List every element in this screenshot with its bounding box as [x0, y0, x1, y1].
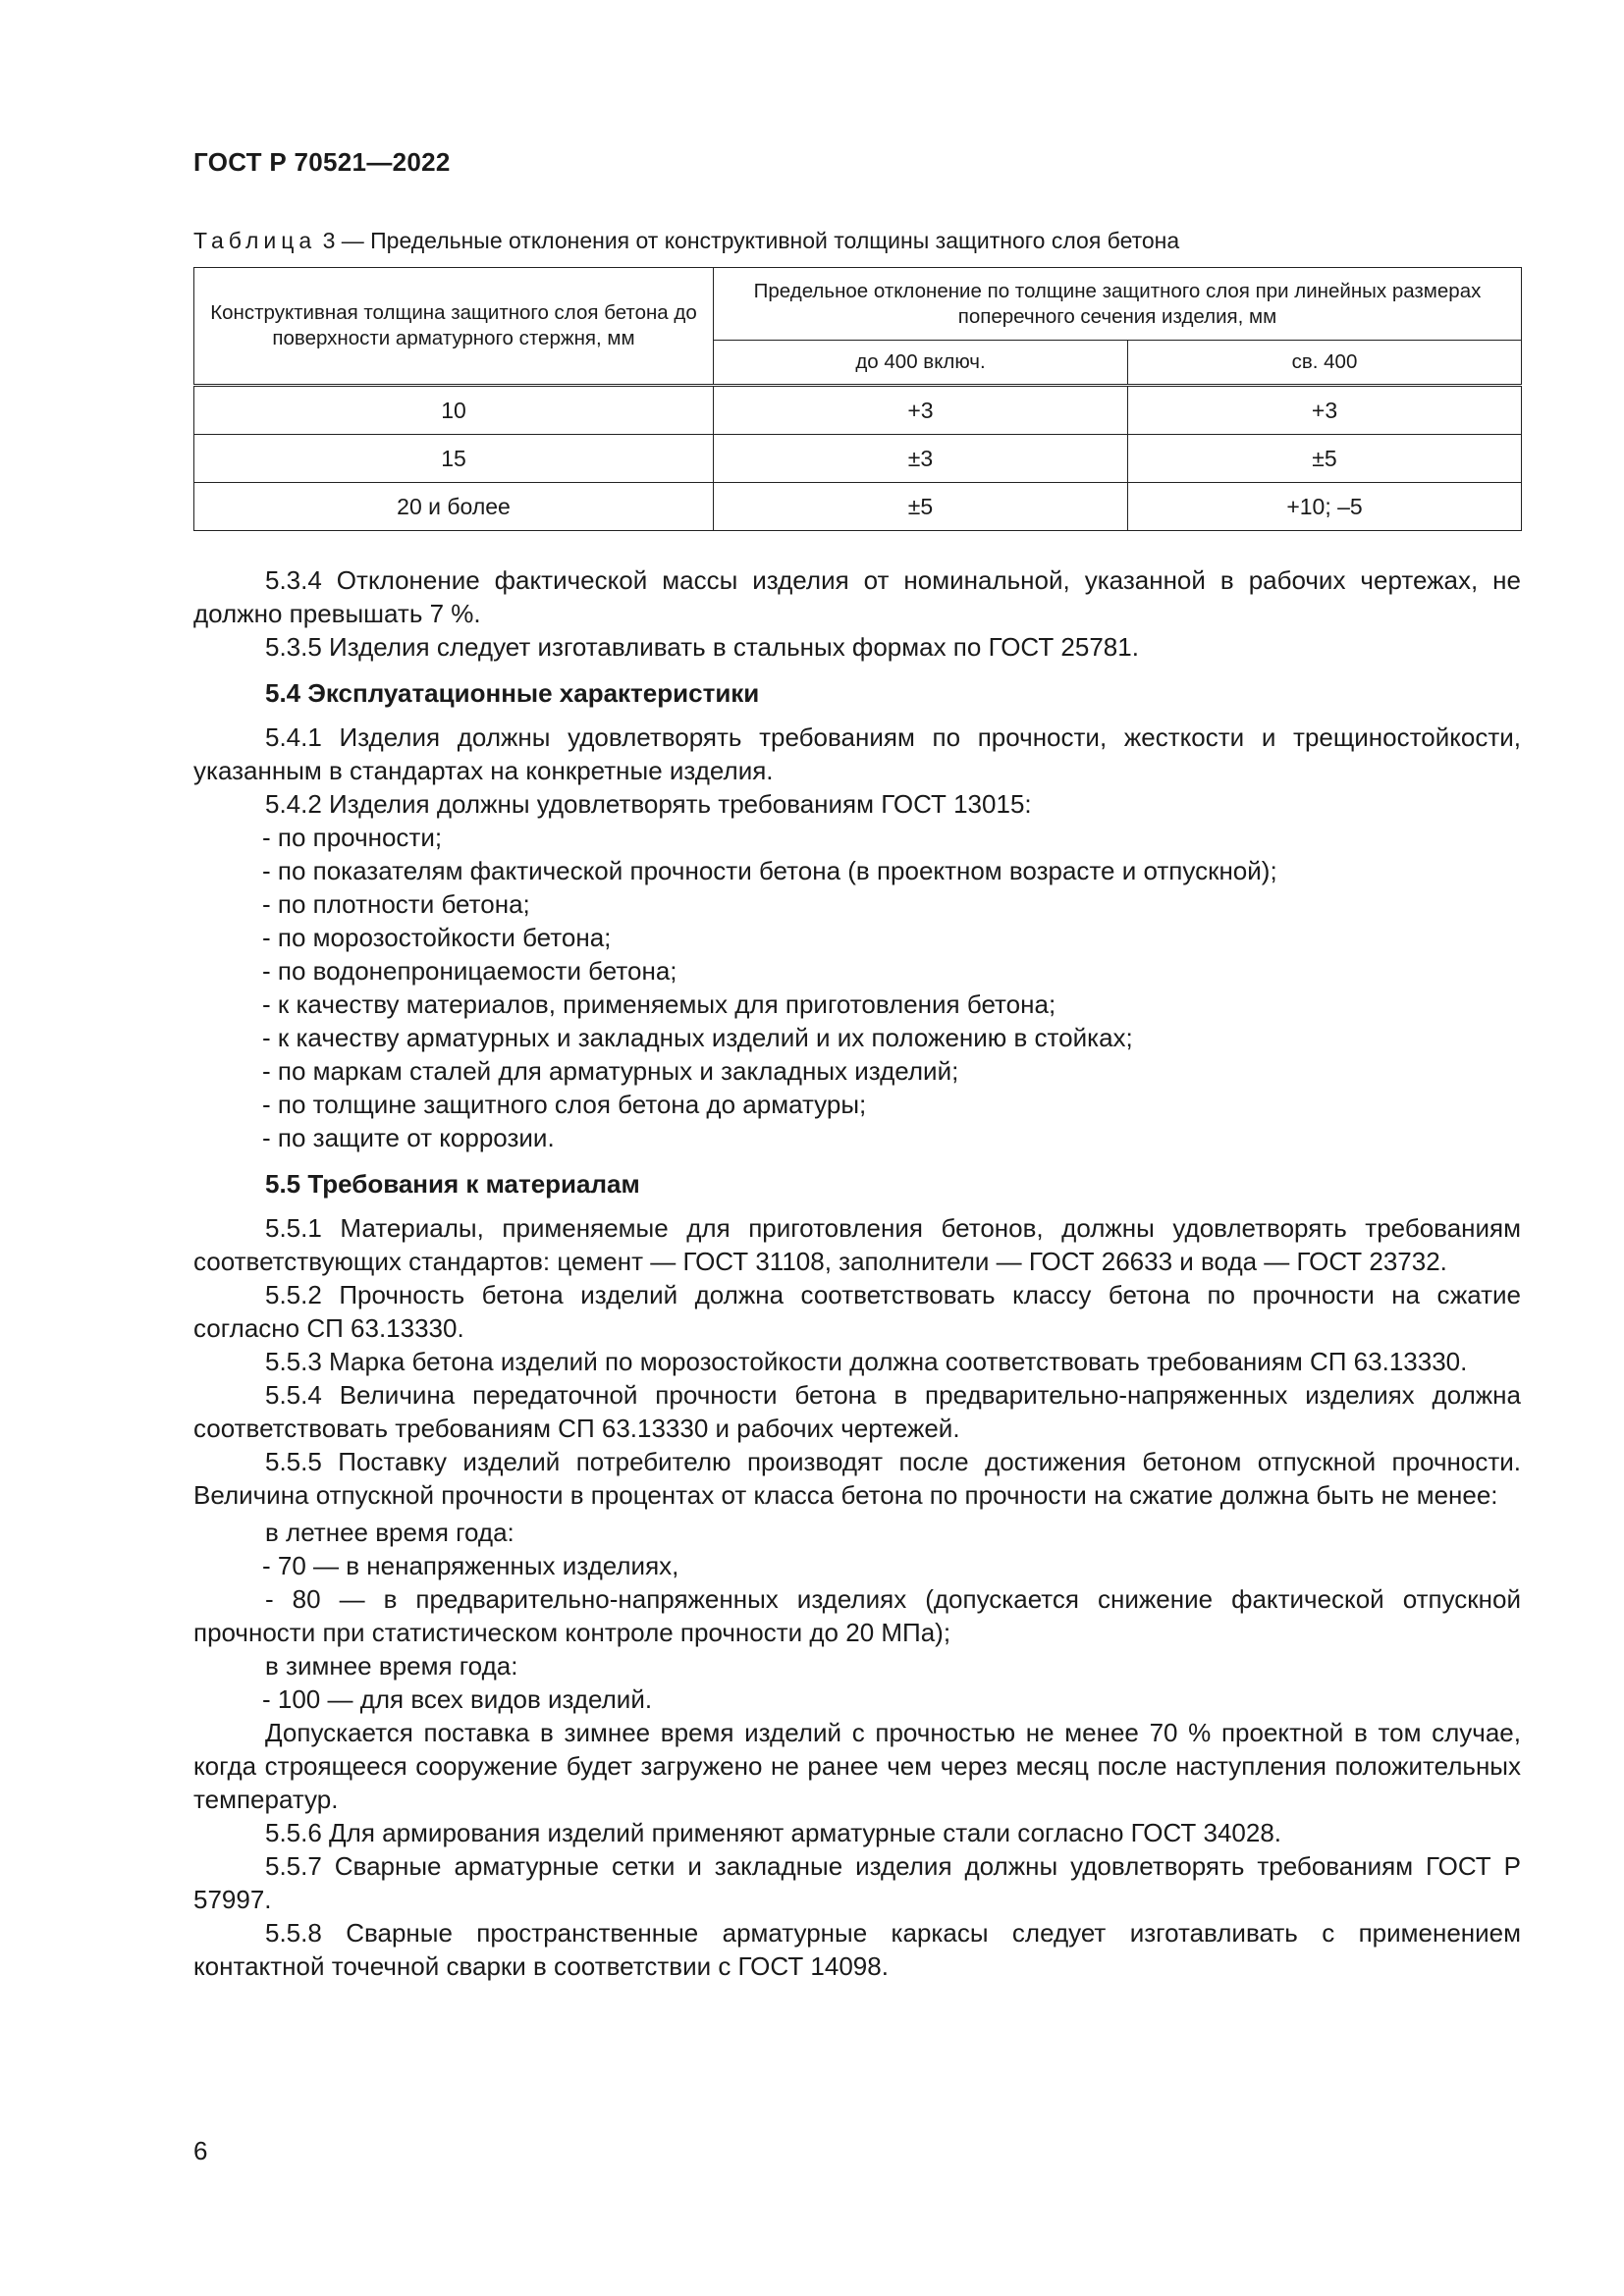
requirements-list — [193, 821, 1521, 1154]
list-item: - к качеству арматурных и закладных изделий и их положению в стойках; — [262, 1023, 1133, 1052]
paragraph-5-3-5: 5.3.5 Изделия следует изготавливать в стальных формах по ГОСТ 25781. — [265, 632, 1139, 662]
list-item: - 100 — для всех видов изделий. — [262, 1684, 653, 1714]
paragraph-5-3-4: 5.3.4 Отклонение фактической массы изделия от номинальной, указанной в рабочих чертежах, не должно превышать 7 %. — [193, 565, 1521, 628]
list-item: - к качеству материалов, применяемых для приготовления бетона; — [262, 989, 1056, 1019]
table-header-thickness: Конструктивная толщина защитного слоя бетона до поверхности арматурного стержня, мм — [194, 268, 714, 386]
paragraph-5-5-1: 5.5.1 Материалы, применяемые для приготовления бетонов, должны удовлетворять требованиям соответствующих стандартов: цемент — ГОСТ 31108, заполнители — ГОСТ 26633 и вода — ГОСТ 23732. — [193, 1213, 1521, 1276]
table-subheader-upto-400: до 400 включ. — [714, 341, 1128, 386]
winter-label: в зимнее время года: — [265, 1651, 518, 1681]
paragraph-5-5-8: 5.5.8 Сварные пространственные арматурные каркасы следует изготавливать с применением контактной точечной сварки в соответствии с ГОСТ 14098. — [193, 1918, 1521, 1981]
section-heading-5-4: 5.4 Эксплуатационные характеристики — [265, 678, 760, 708]
paragraph-winter-note: Допускается поставка в зимнее время изделий с прочностью не менее 70 % проектной в том случае, когда строящееся сооружение будет загружено не ранее чем через месяц после наступления положительных температур. — [193, 1718, 1521, 1814]
cell-thickness: 20 и более — [194, 483, 714, 531]
cell-dev-upto-400: +3 — [714, 386, 1128, 435]
table-caption — [193, 228, 1179, 254]
page-number: 6 — [193, 2136, 208, 2165]
list-item: - 80 — в предварительно-напряженных изделиях (допускается снижение фактической отпускной прочности при статистическом контроле прочности до 20 МПа); — [193, 1584, 1521, 1647]
table-caption-text: 3 — Предельные отклонения от конструктивной толщины защитного слоя бетона — [316, 228, 1180, 253]
list-item: - 70 — в ненапряженных изделиях, — [262, 1551, 679, 1580]
cell-thickness: 15 — [194, 435, 714, 483]
list-item: - по маркам сталей для арматурных и закладных изделий; — [262, 1056, 959, 1086]
cell-dev-over-400: ±5 — [1128, 435, 1522, 483]
paragraph-5-5-7: 5.5.7 Сварные арматурные сетки и закладные изделия должны удовлетворять требованиям ГОСТ Р 57997. — [193, 1851, 1521, 1914]
paragraph-5-5-2: 5.5.2 Прочность бетона изделий должна соответствовать классу бетона по прочности на сжатие согласно СП 63.13330. — [193, 1280, 1521, 1343]
paragraph-5-5-5: 5.5.5 Поставку изделий потребителю производят после достижения бетоном отпускной прочности. Величина отпускной прочности в процентах от класса бетона по прочности на сжатие должна быть не менее: — [193, 1447, 1521, 1510]
paragraph-5-4-2: 5.4.2 Изделия должны удовлетворять требованиям ГОСТ 13015: — [265, 789, 1032, 819]
table-header-deviation: Предельное отклонение по толщине защитного слоя при линейных размерах поперечного сечения изделия, мм — [714, 268, 1522, 341]
document-body — [193, 563, 1521, 1983]
list-item: - по водонепроницаемости бетона; — [262, 956, 677, 986]
list-item: - по прочности; — [262, 823, 443, 852]
table-row — [194, 435, 1522, 483]
cell-dev-over-400: +10; –5 — [1128, 483, 1522, 531]
list-item: - по толщине защитного слоя бетона до арматуры; — [262, 1090, 867, 1119]
list-item: - по защите от коррозии. — [262, 1123, 555, 1152]
section-heading-5-5: 5.5 Требования к материалам — [265, 1169, 640, 1199]
table-row — [194, 483, 1522, 531]
table-caption-prefix: Таблица — [193, 228, 317, 253]
list-item: - по плотности бетона; — [262, 889, 530, 919]
paragraph-5-5-4: 5.5.4 Величина передаточной прочности бетона в предварительно-напряженных изделиях должна соответствовать требованиям СП 63.13330 и рабочих чертежей. — [193, 1380, 1521, 1443]
summer-label: в летнее время года: — [265, 1518, 514, 1547]
table-subheader-over-400: св. 400 — [1128, 341, 1522, 386]
cell-thickness: 10 — [194, 386, 714, 435]
cell-dev-upto-400: ±5 — [714, 483, 1128, 531]
paragraph-5-5-3: 5.5.3 Марка бетона изделий по морозостойкости должна соответствовать требованиям СП 63.13330. — [265, 1347, 1468, 1376]
cell-dev-upto-400: ±3 — [714, 435, 1128, 483]
table-row — [194, 386, 1522, 435]
paragraph-5-5-6: 5.5.6 Для армирования изделий применяют арматурные стали согласно ГОСТ 34028. — [265, 1818, 1282, 1847]
cell-dev-over-400: +3 — [1128, 386, 1522, 435]
list-item: - по морозостойкости бетона; — [262, 923, 612, 952]
paragraph-5-4-1: 5.4.1 Изделия должны удовлетворять требованиям по прочности, жесткости и трещиностойкости, указанным в стандартах на конкретные изделия. — [193, 722, 1521, 785]
document-header: ГОСТ Р 70521—2022 — [193, 147, 451, 177]
deviation-table — [193, 267, 1522, 531]
list-item: - по показателям фактической прочности бетона (в проектном возрасте и отпускной); — [262, 856, 1277, 885]
